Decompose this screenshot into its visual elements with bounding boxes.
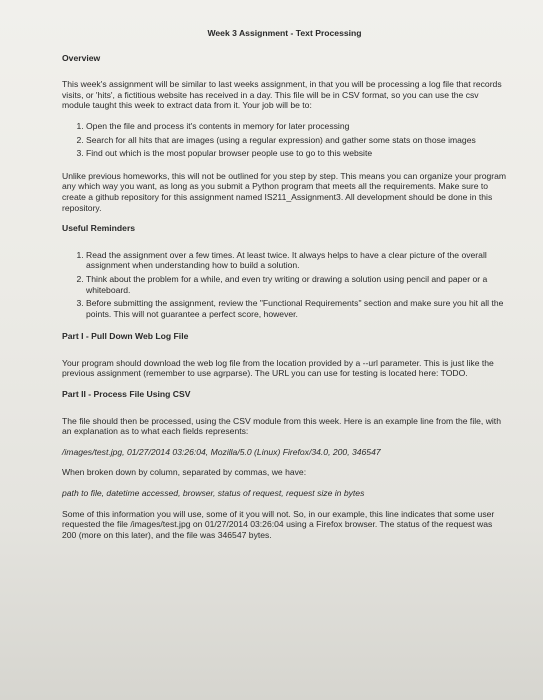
list-item: 2. Think about the problem for a while, and even try writing or drawing a solution using pencil and paper or a whiteboard.	[86, 274, 507, 295]
task-list	[62, 121, 507, 159]
overview-intro: This week's assignment will be similar to last weeks assignment, in that you will be processing a log file that records visits, or 'hits', a fictitious website has received in a day. This file will be in CSV format, so you can use the csv module taught this week to extract data from it. Your job will be to:	[62, 79, 502, 111]
reminders-heading: Useful Reminders	[62, 223, 136, 234]
overview-note: Unlike previous homeworks, this will not be outlined for you step by step. This means you can organize your program any which way you want, as long as you submit a Python program that meets all the requirements. Make sure to create a github repository for this assignment named IS211_Assignment3. All development should be done in this repository.	[62, 170, 507, 213]
broken-down-text: When broken down by column, separated by commas, we have:	[62, 467, 307, 478]
reminder-list	[62, 250, 507, 320]
list-item: 3. Find out which is the most popular browser people use to go to this website	[86, 148, 507, 159]
part2-heading: Part II - Process File Using CSV	[62, 389, 191, 400]
fields-line: path to file, datetime accessed, browser, status of request, request size in bytes	[62, 488, 365, 499]
list-item: 1. Open the file and process it's contents in memory for later processing	[86, 121, 507, 132]
part1-body: Your program should download the web log file from the location provided by a --url parameter. This is just like the previous assignment (remember to use agrparse). The URL you can use for testing is located here: TODO.	[62, 357, 494, 379]
example-log-line: /images/test.jpg, 01/27/2014 03:26:04, Mozilla/5.0 (Linux) Firefox/34.0, 200, 346547	[62, 446, 381, 457]
overview-heading: Overview	[62, 52, 101, 63]
document-title: Week 3 Assignment - Text Processing	[207, 28, 362, 38]
list-item: 3. Before submitting the assignment, review the "Functional Requirements" section and make sure you hit all the points. This will not guarantee a perfect score, however.	[86, 298, 507, 319]
part2-explanation: Some of this information you will use, some of it you will not. So, in our example, this line indicates that some user requested the file /images/test.jpg on 01/27/2014 03:26:04 using a Firefox browser. The status of the request was 200 (more on this later), and the file was 346547 bytes.	[62, 508, 495, 540]
list-item: 2. Search for all hits that are images (using a regular expression) and gather some stats on those images	[86, 135, 507, 146]
part2-body: The file should then be processed, using the CSV module from this week. Here is an example line from the file, with an explanation as to what each fields represents:	[62, 415, 501, 437]
list-item: 1. Read the assignment over a few times. At least twice. It always helps to have a clear picture of the overall assignment when understanding how to build a solution.	[86, 250, 507, 271]
part1-heading: Part I - Pull Down Web Log File	[62, 331, 189, 342]
